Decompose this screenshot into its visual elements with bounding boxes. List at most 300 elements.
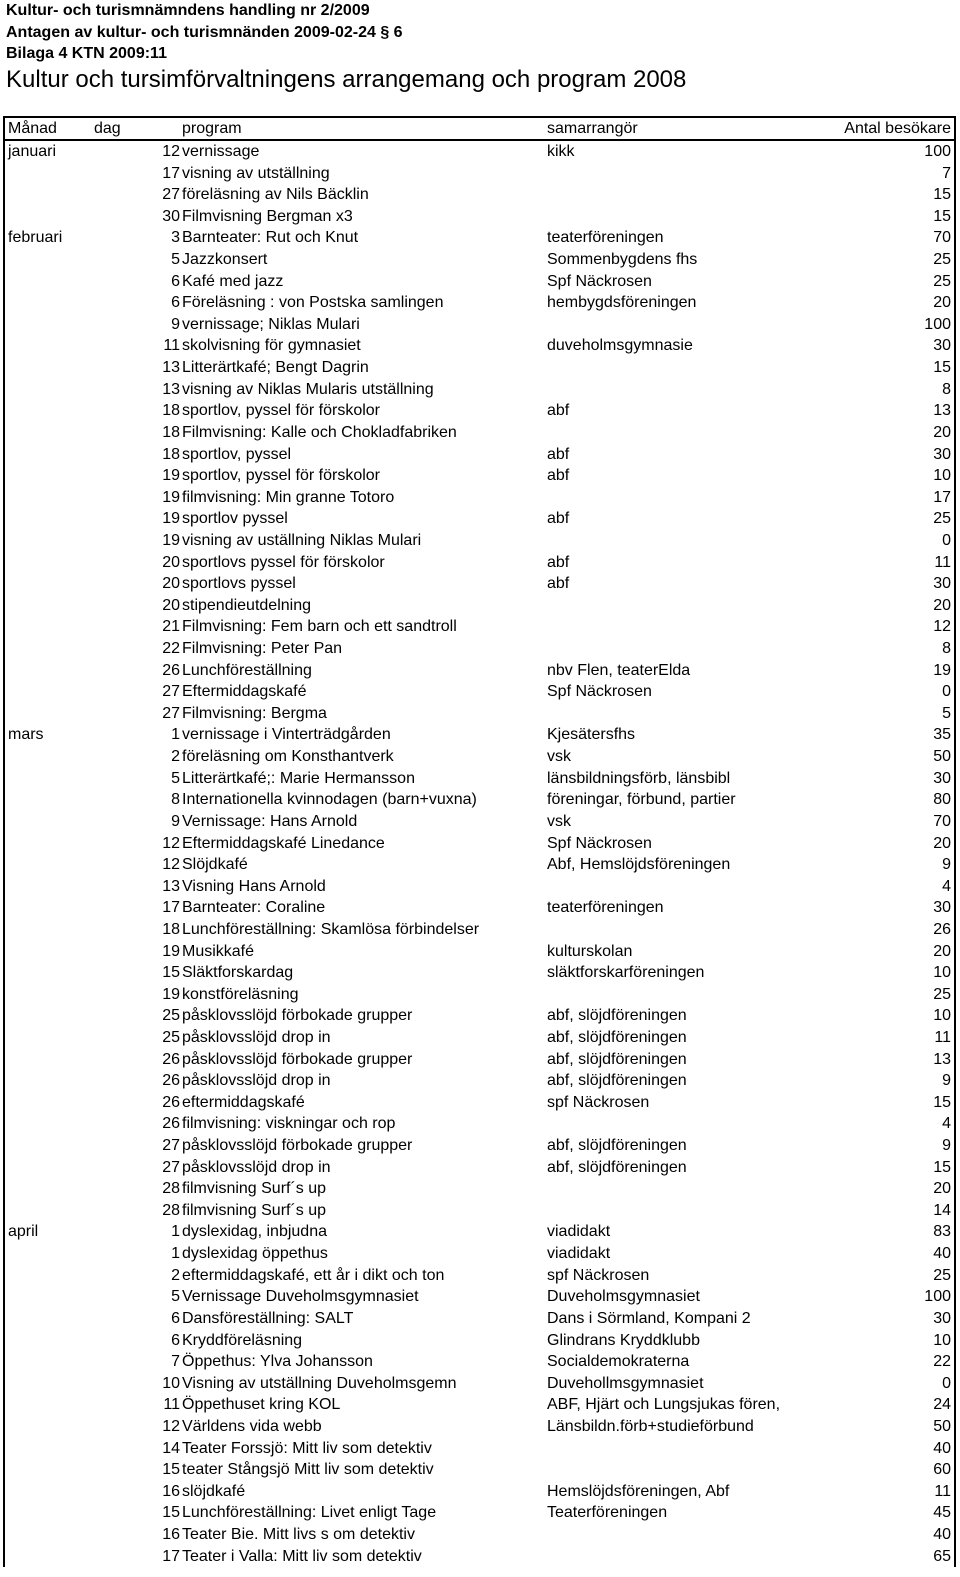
table-row	[5, 897, 954, 919]
day-cell: 17	[162, 164, 180, 182]
day-cell: 3	[171, 229, 180, 247]
table-row	[5, 1265, 954, 1287]
day-cell: 27	[162, 704, 180, 722]
visitors-cell: 19	[933, 661, 951, 679]
visitors-cell: 15	[933, 186, 951, 204]
table-row	[5, 552, 954, 574]
program-cell: Visning Hans Arnold	[182, 877, 326, 895]
table-row	[5, 724, 954, 746]
partner-cell: Spf Näckrosen	[547, 683, 652, 701]
partner-cell: abf	[547, 575, 570, 593]
partner-cell: vsk	[547, 812, 571, 830]
table-row	[5, 1438, 954, 1460]
partner-cell: teaterföreningen	[547, 899, 664, 917]
day-cell: 13	[162, 359, 180, 377]
visitors-cell: 30	[933, 337, 951, 355]
visitors-cell: 11	[934, 1028, 951, 1046]
visitors-cell: 9	[942, 1072, 951, 1090]
table-row	[5, 854, 954, 876]
program-cell: Filmvisning: Fem barn och ett sandtroll	[182, 618, 457, 636]
day-cell: 20	[162, 575, 180, 593]
partner-cell: Dans i Sörmland, Kompani 2	[547, 1309, 751, 1327]
day-cell: 5	[171, 769, 180, 787]
program-cell: påsklovsslöjd förbokade grupper	[182, 1137, 413, 1155]
month-cell: mars	[8, 726, 44, 744]
partner-cell: Glindrans Kryddklubb	[547, 1331, 700, 1349]
visitors-cell: 12	[933, 618, 951, 636]
table-row	[5, 1546, 954, 1568]
day-cell: 1	[171, 1223, 180, 1241]
visitors-cell: 10	[933, 1331, 951, 1349]
program-cell: eftermiddagskafé, ett år i dikt och ton	[182, 1266, 445, 1284]
program-cell: slöjdkafé	[182, 1482, 246, 1500]
partner-cell: duveholmsgymnasie	[547, 337, 693, 355]
table-row	[5, 1502, 954, 1524]
program-cell: filmvisning: viskningar och rop	[182, 1115, 396, 1133]
table-row	[5, 530, 954, 552]
day-cell: 27	[162, 683, 180, 701]
table-row	[5, 465, 954, 487]
day-cell: 15	[162, 1461, 180, 1479]
visitors-cell: 40	[933, 1245, 951, 1263]
day-cell: 11	[163, 1396, 180, 1414]
day-cell: 12	[162, 143, 180, 160]
visitors-cell: 60	[933, 1461, 951, 1479]
program-cell: sportlovs pyssel	[182, 575, 296, 593]
table-row	[5, 1027, 954, 1049]
table-row	[5, 249, 954, 271]
day-cell: 15	[162, 964, 180, 982]
table-row	[5, 1092, 954, 1114]
table-row	[5, 1351, 954, 1373]
partner-cell: kulturskolan	[547, 942, 633, 960]
visitors-cell: 4	[942, 877, 951, 895]
partner-cell: abf	[547, 553, 570, 571]
partner-cell: Spf Näckrosen	[547, 272, 652, 290]
table-row	[5, 984, 954, 1006]
program-cell: sportlovs pyssel för förskolor	[182, 553, 385, 571]
visitors-cell: 20	[933, 834, 951, 852]
day-cell: 2	[171, 1266, 180, 1284]
table-row	[5, 595, 954, 617]
program-cell: Lunchföreställning: Livet enligt Tage	[182, 1504, 437, 1522]
visitors-cell: 7	[942, 164, 951, 182]
program-cell: Föreläsning : von Postska samlingen	[182, 294, 444, 312]
partner-cell: hembygdsföreningen	[547, 294, 697, 312]
table-row	[5, 487, 954, 509]
table-row	[5, 292, 954, 314]
day-cell: 27	[162, 1137, 180, 1155]
program-cell: sportlov pyssel	[182, 510, 288, 528]
table-row	[5, 703, 954, 725]
column-header-visitors: Antal besökare	[844, 120, 951, 137]
partner-cell: vsk	[547, 748, 571, 766]
partner-cell: Socialdemokraterna	[547, 1353, 690, 1371]
program-cell: filmvisning Surf´s up	[182, 1201, 327, 1219]
day-cell: 6	[171, 1331, 180, 1349]
program-cell: Lunchföreställning: Skamlösa förbindelser	[182, 920, 480, 938]
table-row	[5, 681, 954, 703]
program-cell: Dansföreställning: SALT	[182, 1309, 354, 1327]
visitors-cell: 11	[934, 553, 951, 571]
visitors-cell: 70	[933, 229, 951, 247]
visitors-cell: 9	[942, 1137, 951, 1155]
partner-cell: Teaterföreningen	[547, 1504, 668, 1522]
table-row	[5, 1416, 954, 1438]
partner-cell: Hemslöjdsföreningen, Abf	[547, 1482, 730, 1500]
visitors-cell: 10	[933, 1007, 951, 1025]
program-cell: Visning av utställning Duveholmsgemn	[182, 1374, 457, 1392]
column-header-partner: samarrangör	[547, 120, 638, 137]
visitors-cell: 14	[933, 1201, 951, 1219]
program-cell: Filmvisning: Kalle och Chokladfabriken	[182, 423, 457, 441]
program-cell: påsklovsslöjd drop in	[182, 1158, 331, 1176]
program-cell: Kryddföreläsning	[182, 1331, 303, 1349]
day-cell: 19	[162, 942, 180, 960]
program-cell: Kafé med jazz	[182, 272, 284, 290]
table-row	[5, 941, 954, 963]
partner-cell: abf	[547, 467, 570, 485]
partner-cell: nbv Flen, teaterElda	[547, 661, 691, 679]
program-cell: vernissage	[182, 143, 260, 160]
partner-cell: ABF, Hjärt och Lungsjukas fören,	[547, 1396, 781, 1414]
day-cell: 1	[171, 726, 180, 744]
day-cell: 12	[162, 1417, 180, 1435]
visitors-cell: 15	[933, 207, 951, 225]
visitors-cell: 35	[933, 726, 951, 744]
day-cell: 5	[171, 1288, 180, 1306]
day-cell: 28	[162, 1180, 180, 1198]
visitors-cell: 30	[933, 1309, 951, 1327]
program-cell: Öppethuset kring KOL	[182, 1396, 341, 1414]
visitors-cell: 20	[933, 423, 951, 441]
visitors-cell: 15	[933, 1158, 951, 1176]
visitors-cell: 50	[933, 1417, 951, 1435]
day-cell: 26	[162, 1093, 180, 1111]
partner-cell: abf, slöjdföreningen	[547, 1050, 687, 1068]
table-row	[5, 789, 954, 811]
table-row	[5, 1524, 954, 1546]
day-cell: 12	[162, 856, 180, 874]
program-cell: Eftermiddagskafé Linedance	[182, 834, 385, 852]
program-cell: konstföreläsning	[182, 985, 299, 1003]
day-cell: 18	[162, 920, 180, 938]
visitors-cell: 50	[933, 748, 951, 766]
partner-cell: abf, slöjdföreningen	[547, 1137, 687, 1155]
visitors-cell: 15	[933, 359, 951, 377]
day-cell: 26	[162, 1072, 180, 1090]
visitors-cell: 8	[942, 640, 951, 658]
table-row	[5, 962, 954, 984]
table-row	[5, 379, 954, 401]
partner-cell: Spf Näckrosen	[547, 834, 652, 852]
partner-cell: Länsbildn.förb+studieförbund	[547, 1417, 754, 1435]
day-cell: 17	[162, 1547, 180, 1565]
program-cell: sportlov, pyssel för förskolor	[182, 402, 380, 420]
partner-cell: viadidakt	[547, 1223, 611, 1241]
table-row	[5, 876, 954, 898]
day-cell: 13	[162, 877, 180, 895]
program-cell: sportlov, pyssel	[182, 445, 292, 463]
visitors-cell: 70	[933, 812, 951, 830]
table-row	[5, 271, 954, 293]
program-cell: Eftermiddagskafé	[182, 683, 307, 701]
partner-cell: Duvehollmsgymnasiet	[547, 1374, 704, 1392]
partner-cell: kikk	[547, 143, 575, 160]
table-body	[5, 141, 954, 1567]
table-row	[5, 573, 954, 595]
partner-cell: teaterföreningen	[547, 229, 664, 247]
table-row	[5, 1157, 954, 1179]
visitors-cell: 20	[933, 596, 951, 614]
program-cell: dyslexidag, inbjudna	[182, 1223, 327, 1241]
table-row	[5, 833, 954, 855]
day-cell: 27	[162, 186, 180, 204]
adoption-line: Antagen av kultur- och turismnänden 2009-02-24 § 6	[6, 23, 403, 41]
table-row	[5, 1394, 954, 1416]
table-row	[5, 227, 954, 249]
visitors-cell: 25	[933, 510, 951, 528]
table-row	[5, 1286, 954, 1308]
program-cell: vernissage; Niklas Mulari	[182, 315, 360, 333]
program-cell: Filmvisning: Peter Pan	[182, 640, 343, 658]
visitors-cell: 100	[924, 1288, 951, 1306]
program-cell: Litterärtkafé;: Marie Hermansson	[182, 769, 415, 787]
program-cell: Teater i Valla: Mitt liv som detektiv	[182, 1547, 422, 1565]
visitors-cell: 45	[933, 1504, 951, 1522]
program-cell: Musikkafé	[182, 942, 255, 960]
partner-cell: abf, slöjdföreningen	[547, 1158, 687, 1176]
day-cell: 26	[162, 661, 180, 679]
partner-cell: spf Näckrosen	[547, 1266, 650, 1284]
visitors-cell: 20	[933, 294, 951, 312]
program-cell: Internationella kvinnodagen (barn+vuxna)	[182, 791, 477, 809]
visitors-cell: 5	[942, 704, 951, 722]
visitors-cell: 100	[924, 143, 951, 160]
day-cell: 18	[162, 445, 180, 463]
document-title: Kultur och tursimförvaltningens arrangemang och program 2008	[6, 66, 687, 93]
program-cell: föreläsning av Nils Bäcklin	[182, 186, 369, 204]
program-cell: Barnteater: Rut och Knut	[182, 229, 359, 247]
table-row	[5, 184, 954, 206]
day-cell: 6	[171, 1309, 180, 1327]
column-header-month: Månad	[8, 120, 57, 137]
program-cell: Filmvisning: Bergma	[182, 704, 327, 722]
table-row	[5, 1373, 954, 1395]
partner-cell: föreningar, förbund, partier	[547, 791, 736, 809]
day-cell: 19	[162, 985, 180, 1003]
table-row	[5, 1070, 954, 1092]
table-row	[5, 1049, 954, 1071]
day-cell: 7	[171, 1353, 180, 1371]
day-cell: 19	[162, 467, 180, 485]
program-cell: skolvisning för gymnasiet	[182, 337, 361, 355]
day-cell: 19	[162, 488, 180, 506]
program-cell: visning av utställning	[182, 164, 330, 182]
visitors-cell: 30	[933, 899, 951, 917]
visitors-cell: 40	[933, 1526, 951, 1543]
program-cell: Släktforskardag	[182, 964, 294, 982]
program-cell: dyslexidag öppethus	[182, 1245, 328, 1263]
visitors-cell: 13	[933, 402, 951, 420]
day-cell: 14	[162, 1439, 180, 1457]
partner-cell: Duveholmsgymnasiet	[547, 1288, 700, 1306]
visitors-cell: 10	[933, 964, 951, 982]
day-cell: 19	[162, 531, 180, 549]
visitors-cell: 40	[933, 1439, 951, 1457]
visitors-cell: 11	[934, 1482, 951, 1500]
program-cell: visning av Niklas Mularis utställning	[182, 380, 434, 398]
day-cell: 5	[171, 251, 180, 269]
program-cell: Lunchföreställning	[182, 661, 312, 679]
visitors-cell: 13	[933, 1050, 951, 1068]
visitors-cell: 25	[933, 251, 951, 269]
day-cell: 6	[171, 294, 180, 312]
table-row	[5, 1178, 954, 1200]
visitors-cell: 83	[933, 1223, 951, 1241]
day-cell: 13	[162, 380, 180, 398]
day-cell: 10	[162, 1374, 180, 1392]
partner-cell: Kjesätersfhs	[547, 726, 636, 744]
day-cell: 21	[162, 618, 180, 636]
month-cell: april	[8, 1223, 39, 1241]
program-cell: påsklovsslöjd drop in	[182, 1072, 331, 1090]
table-row	[5, 1113, 954, 1135]
table-row	[5, 357, 954, 379]
program-cell: Filmvisning Bergman x3	[182, 207, 353, 225]
visitors-cell: 20	[933, 1180, 951, 1198]
table-row	[5, 444, 954, 466]
day-cell: 12	[162, 834, 180, 852]
column-header-program: program	[182, 120, 242, 137]
table-row	[5, 1243, 954, 1265]
table-row	[5, 1481, 954, 1503]
day-cell: 19	[162, 510, 180, 528]
visitors-cell: 9	[942, 856, 951, 874]
table-row	[5, 1308, 954, 1330]
day-cell: 26	[162, 1050, 180, 1068]
visitors-cell: 100	[924, 315, 951, 333]
program-cell: föreläsning om Konsthantverk	[182, 748, 394, 766]
partner-cell: abf, slöjdföreningen	[547, 1072, 687, 1090]
month-cell: januari	[8, 143, 57, 160]
visitors-cell: 17	[933, 488, 951, 506]
visitors-cell: 20	[933, 942, 951, 960]
day-cell: 8	[171, 791, 180, 809]
program-cell: eftermiddagskafé	[182, 1093, 305, 1111]
visitors-cell: 4	[942, 1115, 951, 1133]
table-row	[5, 1330, 954, 1352]
table-row	[5, 638, 954, 660]
table-row	[5, 1459, 954, 1481]
day-cell: 16	[162, 1526, 180, 1543]
month-cell: februari	[8, 229, 63, 247]
partner-cell: Sommenbygdens fhs	[547, 251, 698, 269]
table-row	[5, 919, 954, 941]
partner-cell: Abf, Hemslöjdsföreningen	[547, 856, 731, 874]
program-cell: Barnteater: Coraline	[182, 899, 326, 917]
table-row	[5, 768, 954, 790]
day-cell: 27	[162, 1158, 180, 1176]
day-cell: 2	[171, 748, 180, 766]
day-cell: 25	[162, 1007, 180, 1025]
visitors-cell: 22	[933, 1353, 951, 1371]
program-cell: visning av uställning Niklas Mulari	[182, 531, 422, 549]
program-cell: vernissage i Vinterträdgården	[182, 726, 391, 744]
day-cell: 20	[162, 596, 180, 614]
visitors-cell: 0	[942, 683, 951, 701]
visitors-cell: 30	[933, 769, 951, 787]
program-cell: Vernissage: Hans Arnold	[182, 812, 358, 830]
program-cell: Litterärtkafé; Bengt Dagrin	[182, 359, 369, 377]
partner-cell: abf, slöjdföreningen	[547, 1028, 687, 1046]
table-row	[5, 1135, 954, 1157]
table-row	[5, 314, 954, 336]
program-cell: filmvisning Surf´s up	[182, 1180, 327, 1198]
visitors-cell: 30	[933, 445, 951, 463]
visitors-cell: 80	[933, 791, 951, 809]
program-cell: Teater Forssjö: Mitt liv som detektiv	[182, 1439, 432, 1457]
day-cell: 28	[162, 1201, 180, 1219]
visitors-cell: 65	[933, 1547, 951, 1565]
document-header	[6, 0, 403, 65]
day-cell: 11	[163, 337, 180, 355]
visitors-cell: 25	[933, 272, 951, 290]
partner-cell: abf	[547, 445, 570, 463]
day-cell: 9	[171, 315, 180, 333]
day-cell: 30	[162, 207, 180, 225]
table-row	[5, 335, 954, 357]
day-cell: 15	[162, 1504, 180, 1522]
partner-cell: abf	[547, 510, 570, 528]
partner-cell: släktforskarföreningen	[547, 964, 705, 982]
program-cell: teater Stångsjö Mitt liv som detektiv	[182, 1461, 434, 1479]
day-cell: 16	[162, 1482, 180, 1500]
visitors-cell: 25	[933, 985, 951, 1003]
visitors-cell: 15	[933, 1093, 951, 1111]
program-cell: Världens vida webb	[182, 1417, 322, 1435]
visitors-cell: 30	[933, 575, 951, 593]
visitors-cell: 26	[933, 920, 951, 938]
table-row	[5, 400, 954, 422]
column-header-day: dag	[94, 120, 121, 137]
day-cell: 1	[171, 1245, 180, 1263]
program-cell: Öppethus: Ylva Johansson	[182, 1353, 373, 1371]
table-row	[5, 163, 954, 185]
partner-cell: länsbildningsförb, länsbibl	[547, 769, 731, 787]
table-row	[5, 206, 954, 228]
day-cell: 18	[162, 402, 180, 420]
program-cell: påsklovsslöjd drop in	[182, 1028, 331, 1046]
day-cell: 20	[162, 553, 180, 571]
appendix-line: Bilaga 4 KTN 2009:11	[6, 45, 167, 62]
partner-cell: spf Näckrosen	[547, 1093, 650, 1111]
day-cell: 26	[162, 1115, 180, 1133]
table-row	[5, 141, 954, 163]
day-cell: 9	[171, 812, 180, 830]
program-cell: sportlov, pyssel för förskolor	[182, 467, 380, 485]
visitors-cell: 8	[942, 380, 951, 398]
program-cell: Slöjdkafé	[182, 856, 248, 874]
partner-cell: abf, slöjdföreningen	[547, 1007, 687, 1025]
table-row	[5, 616, 954, 638]
table-row	[5, 1200, 954, 1222]
table-row	[5, 811, 954, 833]
table-row	[5, 422, 954, 444]
day-cell: 6	[171, 272, 180, 290]
table-row	[5, 746, 954, 768]
table-row	[5, 1005, 954, 1027]
